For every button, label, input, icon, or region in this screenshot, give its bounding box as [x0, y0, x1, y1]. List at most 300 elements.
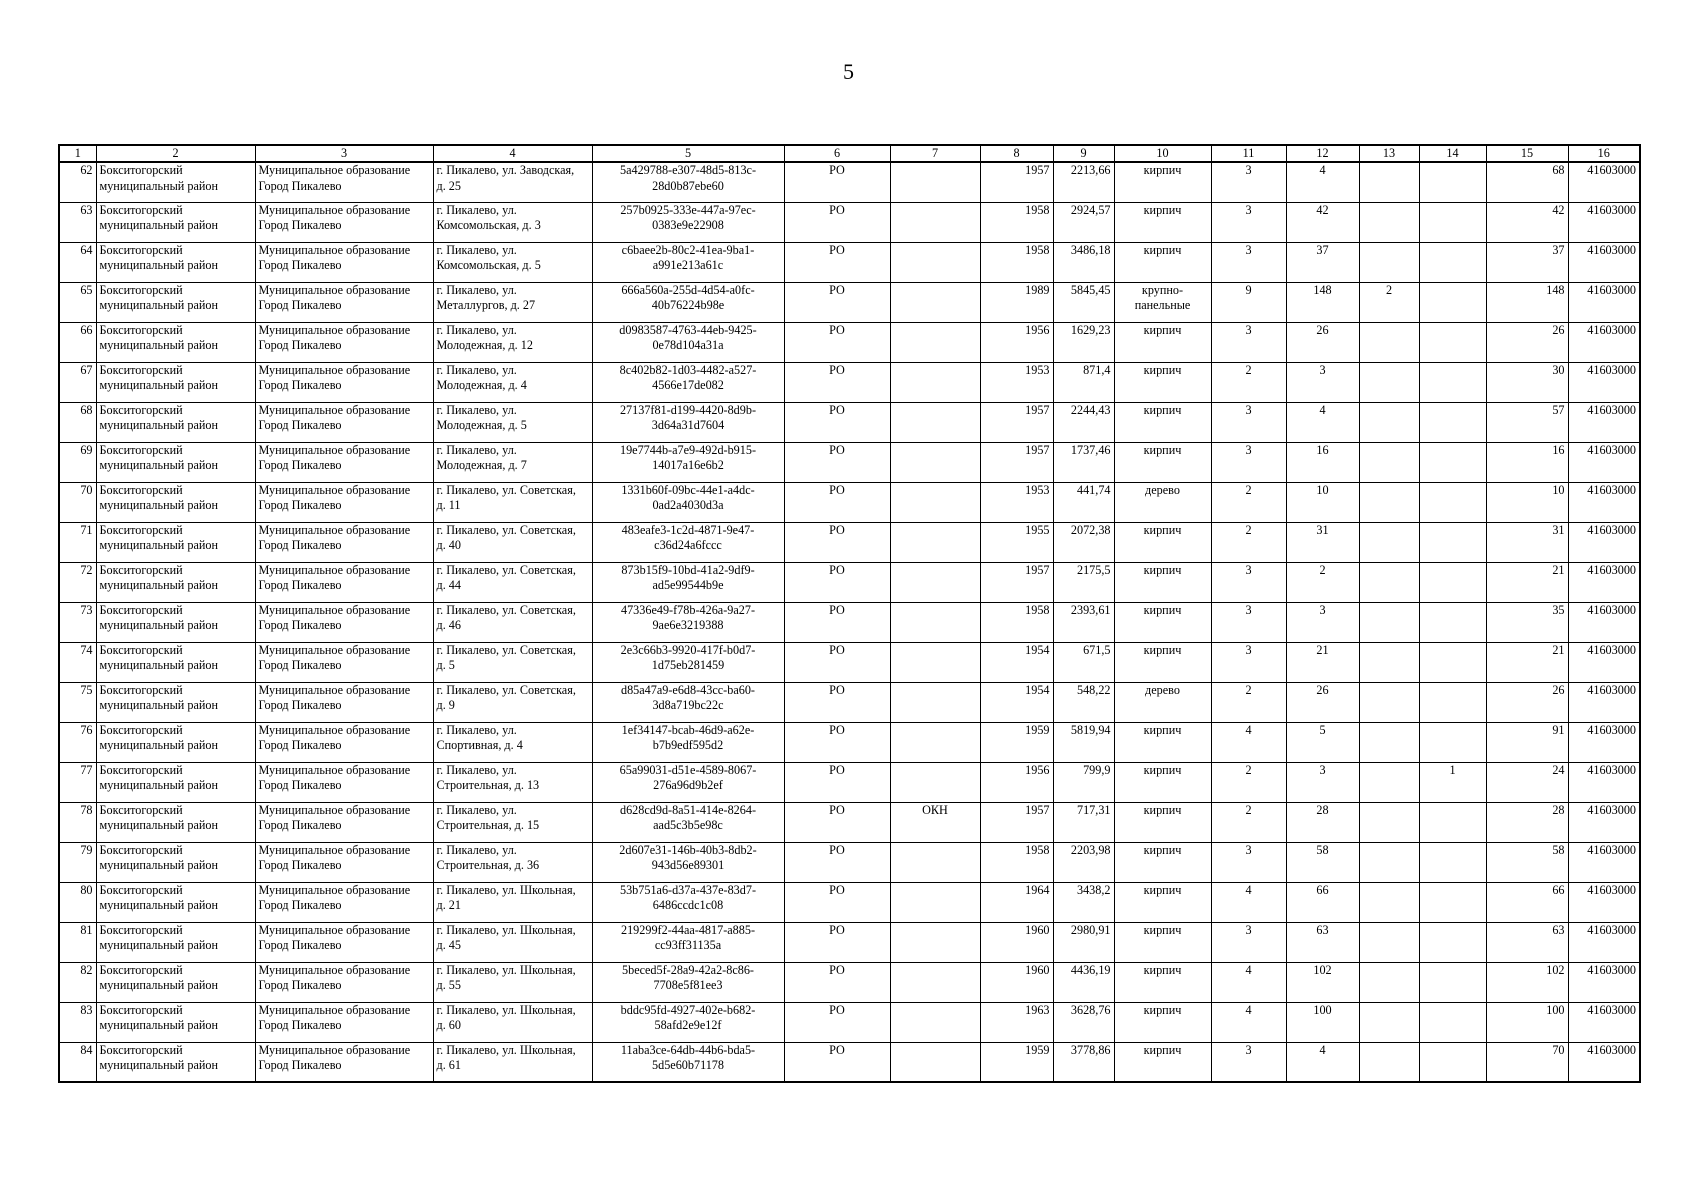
material-cell-line: кирпич — [1143, 722, 1182, 737]
address-cell-line: г. Пикалево, ул. — [436, 242, 517, 257]
table-row — [59, 482, 1640, 522]
col12-cell: 16 — [1286, 442, 1359, 482]
district-cell-line: Бокситогорский — [99, 922, 183, 937]
address-cell — [433, 682, 592, 722]
area-cell: 2980,91 — [1053, 922, 1114, 962]
row-number: 84 — [59, 1042, 96, 1082]
district-cell-line: муниципальный район — [99, 978, 218, 992]
col16-cell: 41603000 — [1568, 842, 1640, 882]
address-cell-line: д. 60 — [436, 1018, 461, 1032]
col15-cell: 21 — [1486, 642, 1568, 682]
district-cell-line: Бокситогорский — [99, 402, 183, 417]
col14-cell — [1419, 802, 1486, 842]
material-cell — [1114, 482, 1211, 522]
guid-cell — [592, 1002, 784, 1042]
material-cell — [1114, 682, 1211, 722]
district-cell-line: муниципальный район — [99, 698, 218, 712]
district-cell-line: муниципальный район — [99, 578, 218, 592]
column-number-13: 13 — [1359, 145, 1419, 162]
col15-cell: 100 — [1486, 1002, 1568, 1042]
guid-cell — [592, 282, 784, 322]
municipality-cell-line: Муниципальное образование — [258, 842, 411, 857]
col12-cell: 58 — [1286, 842, 1359, 882]
year-cell: 1958 — [980, 602, 1053, 642]
district-cell — [96, 602, 255, 642]
address-cell — [433, 482, 592, 522]
table-row — [59, 722, 1640, 762]
address-cell — [433, 362, 592, 402]
address-cell — [433, 522, 592, 562]
col6-cell: РО — [784, 522, 890, 562]
table-row — [59, 842, 1640, 882]
municipality-cell-line: Муниципальное образование — [258, 762, 411, 777]
area-cell: 2175,5 — [1053, 562, 1114, 602]
column-number-4: 4 — [433, 145, 592, 162]
guid-cell-line: cc93ff31135a — [654, 938, 722, 952]
guid-cell-line: b7b9edf595d2 — [652, 738, 724, 752]
municipality-cell-line: Муниципальное образование — [258, 802, 411, 817]
district-cell-line: Бокситогорский — [99, 962, 183, 977]
col12-cell: 3 — [1286, 362, 1359, 402]
municipality-cell — [255, 362, 433, 402]
address-cell-line: Спортивная, д. 4 — [436, 738, 523, 752]
address-cell-line: г. Пикалево, ул. Советская, — [436, 482, 576, 497]
address-cell-line: г. Пикалево, ул. Советская, — [436, 522, 576, 537]
address-cell-line: г. Пикалево, ул. — [436, 722, 517, 737]
guid-cell-line: 276a96d9b2ef — [653, 778, 723, 792]
col7-cell — [890, 322, 980, 362]
row-number: 65 — [59, 282, 96, 322]
year-cell: 1957 — [980, 562, 1053, 602]
col7-cell — [890, 562, 980, 602]
col6-cell: РО — [784, 682, 890, 722]
col12-cell: 148 — [1286, 282, 1359, 322]
material-cell — [1114, 522, 1211, 562]
district-cell-line: Бокситогорский — [99, 242, 183, 257]
address-cell-line: г. Пикалево, ул. Школьная, — [436, 882, 576, 897]
area-cell: 5819,94 — [1053, 722, 1114, 762]
guid-cell-line: 5a429788-e307-48d5-813c- — [619, 163, 757, 177]
col13-cell — [1359, 722, 1419, 762]
area-cell: 2203,98 — [1053, 842, 1114, 882]
address-cell-line: Молодежная, д. 5 — [436, 418, 527, 432]
district-cell-line: муниципальный район — [99, 938, 218, 952]
col15-cell: 58 — [1486, 842, 1568, 882]
col6-cell: РО — [784, 1002, 890, 1042]
col12-cell: 5 — [1286, 722, 1359, 762]
col16-cell: 41603000 — [1568, 482, 1640, 522]
district-cell — [96, 642, 255, 682]
col15-cell: 42 — [1486, 202, 1568, 242]
municipality-cell-line: Город Пикалево — [258, 258, 342, 272]
col12-cell: 2 — [1286, 562, 1359, 602]
row-number: 78 — [59, 802, 96, 842]
area-cell: 2244,43 — [1053, 402, 1114, 442]
col15-cell: 28 — [1486, 802, 1568, 842]
col13-cell — [1359, 442, 1419, 482]
municipality-cell-line: Муниципальное образование — [258, 962, 411, 977]
guid-cell — [592, 482, 784, 522]
table-row — [59, 362, 1640, 402]
material-cell-line: кирпич — [1143, 202, 1182, 217]
guid-cell-line: 5d5e60b71178 — [652, 1058, 724, 1072]
col7-cell — [890, 882, 980, 922]
col13-cell: 2 — [1359, 282, 1419, 322]
guid-cell-line: 65a99031-d51e-4589-8067- — [619, 762, 757, 777]
address-cell — [433, 882, 592, 922]
municipality-cell-line: Муниципальное образование — [258, 282, 411, 297]
district-cell-line: Бокситогорский — [99, 442, 183, 457]
col11-cell: 3 — [1211, 842, 1286, 882]
address-cell-line: Молодежная, д. 12 — [436, 338, 533, 352]
col13-cell — [1359, 802, 1419, 842]
col12-cell: 102 — [1286, 962, 1359, 1002]
area-cell: 717,31 — [1053, 802, 1114, 842]
row-number: 64 — [59, 242, 96, 282]
guid-cell — [592, 522, 784, 562]
municipality-cell-line: Город Пикалево — [258, 298, 342, 312]
col16-cell: 41603000 — [1568, 322, 1640, 362]
district-cell-line: Бокситогорский — [99, 762, 183, 777]
col13-cell — [1359, 362, 1419, 402]
municipality-cell-line: Город Пикалево — [258, 978, 342, 992]
district-cell-line: муниципальный район — [99, 298, 218, 312]
address-cell — [433, 602, 592, 642]
row-number: 77 — [59, 762, 96, 802]
municipality-cell-line: Муниципальное образование — [258, 642, 411, 657]
guid-cell — [592, 562, 784, 602]
address-cell-line: г. Пикалево, ул. Школьная, — [436, 962, 576, 977]
column-number-11: 11 — [1211, 145, 1286, 162]
district-cell — [96, 442, 255, 482]
row-number: 70 — [59, 482, 96, 522]
guid-cell-line: 483eafe3-1c2d-4871-9e47- — [621, 522, 755, 537]
district-cell — [96, 842, 255, 882]
guid-cell — [592, 1042, 784, 1082]
year-cell: 1958 — [980, 842, 1053, 882]
municipality-cell — [255, 682, 433, 722]
col12-cell: 4 — [1286, 402, 1359, 442]
col11-cell: 3 — [1211, 442, 1286, 482]
material-cell-line: кирпич — [1143, 242, 1182, 257]
col12-cell: 26 — [1286, 322, 1359, 362]
address-cell-line: г. Пикалево, ул. Советская, — [436, 562, 576, 577]
col13-cell — [1359, 1002, 1419, 1042]
year-cell: 1958 — [980, 242, 1053, 282]
municipality-cell — [255, 642, 433, 682]
table-row — [59, 162, 1640, 202]
table-row — [59, 602, 1640, 642]
row-number: 80 — [59, 882, 96, 922]
municipality-cell-line: Город Пикалево — [258, 698, 342, 712]
area-cell: 671,5 — [1053, 642, 1114, 682]
col16-cell: 41603000 — [1568, 162, 1640, 202]
col14-cell — [1419, 522, 1486, 562]
district-cell — [96, 682, 255, 722]
col14-cell — [1419, 162, 1486, 202]
col15-cell: 63 — [1486, 922, 1568, 962]
district-cell-line: муниципальный район — [99, 738, 218, 752]
municipality-cell-line: Муниципальное образование — [258, 562, 411, 577]
guid-cell — [592, 242, 784, 282]
address-cell — [433, 242, 592, 282]
col6-cell: РО — [784, 642, 890, 682]
col12-cell: 4 — [1286, 1042, 1359, 1082]
municipality-cell-line: Город Пикалево — [258, 738, 342, 752]
area-cell: 2924,57 — [1053, 202, 1114, 242]
address-cell — [433, 402, 592, 442]
municipality-cell-line: Муниципальное образование — [258, 1002, 411, 1017]
guid-cell-line: 28d0b87ebe60 — [652, 178, 724, 193]
municipality-cell-line: Муниципальное образование — [258, 722, 411, 737]
municipality-cell — [255, 562, 433, 602]
col13-cell — [1359, 522, 1419, 562]
col15-cell: 68 — [1486, 162, 1568, 202]
address-cell-line: Комсомольская, д. 5 — [436, 258, 541, 272]
municipality-cell — [255, 482, 433, 522]
column-number-5: 5 — [592, 145, 784, 162]
row-number: 76 — [59, 722, 96, 762]
address-cell — [433, 802, 592, 842]
district-cell-line: Бокситогорский — [99, 682, 183, 697]
col6-cell: РО — [784, 322, 890, 362]
table-row — [59, 282, 1640, 322]
district-cell-line: Бокситогорский — [99, 322, 183, 337]
municipality-cell-line: Муниципальное образование — [258, 402, 411, 417]
column-number-10: 10 — [1114, 145, 1211, 162]
col12-cell: 21 — [1286, 642, 1359, 682]
district-cell — [96, 762, 255, 802]
address-cell-line: д. 61 — [436, 1058, 461, 1072]
material-cell-line: кирпич — [1143, 402, 1182, 417]
municipality-cell — [255, 322, 433, 362]
municipality-cell-line: Город Пикалево — [258, 578, 342, 592]
guid-cell — [592, 402, 784, 442]
col7-cell — [890, 1002, 980, 1042]
guid-cell-line: 14017a16e6b2 — [652, 458, 724, 472]
address-cell-line: Строительная, д. 36 — [436, 858, 540, 872]
guid-cell-line: 2d607e31-146b-40b3-8db2- — [619, 842, 757, 857]
row-number: 75 — [59, 682, 96, 722]
municipality-cell — [255, 602, 433, 642]
district-cell-line: муниципальный район — [99, 658, 218, 672]
col14-cell — [1419, 202, 1486, 242]
address-cell-line: Строительная, д. 15 — [436, 818, 540, 832]
municipality-cell-line: Муниципальное образование — [258, 322, 411, 337]
column-number-7: 7 — [890, 145, 980, 162]
address-cell-line: г. Пикалево, ул. Школьная, — [436, 1042, 576, 1057]
guid-cell-line: ad5e99544b9e — [652, 578, 724, 592]
guid-cell-line: 943d56e89301 — [651, 858, 725, 872]
address-cell — [433, 1002, 592, 1042]
col7-cell — [890, 522, 980, 562]
col15-cell: 57 — [1486, 402, 1568, 442]
municipality-cell-line: Город Пикалево — [258, 498, 342, 512]
col16-cell: 41603000 — [1568, 242, 1640, 282]
municipality-cell — [255, 962, 433, 1002]
col12-cell: 3 — [1286, 762, 1359, 802]
guid-cell — [592, 442, 784, 482]
col6-cell: РО — [784, 402, 890, 442]
guid-cell-line: 27137f81-d199-4420-8d9b- — [619, 402, 757, 417]
col16-cell: 41603000 — [1568, 642, 1640, 682]
table-row — [59, 522, 1640, 562]
address-cell-line: д. 5 — [436, 658, 455, 672]
area-cell: 3438,2 — [1053, 882, 1114, 922]
address-cell-line: д. 40 — [436, 538, 461, 552]
col14-cell — [1419, 482, 1486, 522]
col7-cell — [890, 602, 980, 642]
address-cell-line: г. Пикалево, ул. Советская, — [436, 602, 576, 617]
guid-cell-line: 1ef34147-bcab-46d9-a62e- — [621, 722, 755, 737]
address-cell — [433, 842, 592, 882]
table-row — [59, 642, 1640, 682]
district-cell-line: Бокситогорский — [99, 882, 183, 897]
material-cell — [1114, 282, 1211, 322]
col13-cell — [1359, 842, 1419, 882]
address-cell-line: г. Пикалево, ул. Советская, — [436, 682, 576, 697]
address-cell-line: г. Пикалево, ул. Советская, — [436, 642, 576, 657]
table-row — [59, 802, 1640, 842]
material-cell — [1114, 922, 1211, 962]
guid-cell-line: 1d75eb281459 — [651, 658, 725, 672]
col6-cell: РО — [784, 282, 890, 322]
col11-cell: 3 — [1211, 1042, 1286, 1082]
col7-cell — [890, 762, 980, 802]
municipality-cell-line: Город Пикалево — [258, 1058, 342, 1072]
district-cell — [96, 882, 255, 922]
municipality-cell — [255, 802, 433, 842]
table-row — [59, 762, 1640, 802]
municipality-cell-line: Город Пикалево — [258, 658, 342, 672]
address-cell-line: г. Пикалево, ул. — [436, 282, 517, 297]
material-cell-line: кирпич — [1143, 522, 1182, 537]
table-row — [59, 1042, 1640, 1082]
guid-cell-line: 0383e9e22908 — [652, 218, 724, 232]
address-cell — [433, 442, 592, 482]
col16-cell: 41603000 — [1568, 922, 1640, 962]
guid-cell-line: d85a47a9-e6d8-43cc-ba60- — [620, 682, 755, 697]
municipality-cell — [255, 202, 433, 242]
guid-cell — [592, 322, 784, 362]
material-cell — [1114, 1042, 1211, 1082]
table-row — [59, 402, 1640, 442]
address-cell-line: г. Пикалево, ул. Школьная, — [436, 1002, 576, 1017]
guid-cell-line: 40b76224b98e — [651, 298, 725, 312]
material-cell-line: кирпич — [1143, 842, 1182, 857]
district-cell-line: муниципальный район — [99, 538, 218, 552]
material-cell-line: кирпич — [1143, 442, 1182, 457]
address-cell-line: г. Пикалево, ул. — [436, 402, 517, 417]
guid-cell — [592, 602, 784, 642]
material-cell — [1114, 442, 1211, 482]
col13-cell — [1359, 202, 1419, 242]
address-cell — [433, 282, 592, 322]
table-row — [59, 882, 1640, 922]
col14-cell — [1419, 362, 1486, 402]
col13-cell — [1359, 962, 1419, 1002]
col13-cell — [1359, 162, 1419, 202]
area-cell: 2393,61 — [1053, 602, 1114, 642]
material-cell — [1114, 642, 1211, 682]
district-cell-line: муниципальный район — [99, 1058, 218, 1072]
col16-cell: 41603000 — [1568, 402, 1640, 442]
year-cell: 1953 — [980, 362, 1053, 402]
col11-cell: 3 — [1211, 162, 1286, 202]
col11-cell: 2 — [1211, 482, 1286, 522]
col12-cell: 42 — [1286, 202, 1359, 242]
material-cell — [1114, 762, 1211, 802]
row-number: 79 — [59, 842, 96, 882]
guid-cell-line: 8c402b82-1d03-4482-a527- — [619, 362, 757, 377]
district-cell-line: муниципальный район — [99, 258, 218, 272]
material-cell-line: кирпич — [1143, 362, 1182, 377]
municipality-cell-line: Город Пикалево — [258, 378, 342, 392]
area-cell: 1629,23 — [1053, 322, 1114, 362]
table-row — [59, 962, 1640, 1002]
col15-cell: 21 — [1486, 562, 1568, 602]
col13-cell — [1359, 1042, 1419, 1082]
year-cell: 1959 — [980, 1042, 1053, 1082]
col7-cell — [890, 842, 980, 882]
area-cell: 548,22 — [1053, 682, 1114, 722]
col14-cell — [1419, 322, 1486, 362]
col15-cell: 31 — [1486, 522, 1568, 562]
col14-cell — [1419, 682, 1486, 722]
district-cell-line: муниципальный район — [99, 778, 218, 792]
col11-cell: 2 — [1211, 522, 1286, 562]
guid-cell-line: 47336e49-f78b-426a-9a27- — [620, 602, 756, 617]
municipality-cell-line: Город Пикалево — [258, 858, 342, 872]
col7-cell — [890, 242, 980, 282]
col15-cell: 66 — [1486, 882, 1568, 922]
col13-cell — [1359, 322, 1419, 362]
col7-cell — [890, 642, 980, 682]
district-cell-line: муниципальный район — [99, 618, 218, 632]
material-cell-line: кирпич — [1143, 322, 1182, 337]
col15-cell: 102 — [1486, 962, 1568, 1002]
col6-cell: РО — [784, 362, 890, 402]
col12-cell: 31 — [1286, 522, 1359, 562]
address-cell-line: г. Пикалево, ул. — [436, 362, 517, 377]
year-cell: 1957 — [980, 802, 1053, 842]
col6-cell: РО — [784, 562, 890, 602]
material-cell — [1114, 842, 1211, 882]
col6-cell: РО — [784, 882, 890, 922]
guid-cell-line: 1331b60f-09bc-44e1-a4dc- — [621, 482, 755, 497]
guid-cell-line: 53b751a6-d37a-437e-83d7- — [619, 882, 757, 897]
municipality-cell-line: Город Пикалево — [258, 458, 342, 472]
municipality-cell — [255, 882, 433, 922]
address-cell-line: д. 25 — [436, 178, 461, 193]
district-cell-line: Бокситогорский — [99, 482, 183, 497]
column-number-12: 12 — [1286, 145, 1359, 162]
row-number: 67 — [59, 362, 96, 402]
guid-cell-line: a991e213a61c — [652, 258, 724, 272]
municipality-cell-line: Город Пикалево — [258, 338, 342, 352]
material-cell-line: панельные — [1134, 298, 1191, 312]
table-row — [59, 562, 1640, 602]
guid-cell — [592, 842, 784, 882]
col16-cell: 41603000 — [1568, 882, 1640, 922]
col7-cell — [890, 962, 980, 1002]
material-cell-line: кирпич — [1143, 802, 1182, 817]
col16-cell: 41603000 — [1568, 522, 1640, 562]
address-cell — [433, 642, 592, 682]
guid-cell-line: 666a560a-255d-4d54-a0fc- — [621, 282, 755, 297]
municipality-cell-line: Муниципальное образование — [258, 522, 411, 537]
municipality-cell — [255, 1042, 433, 1082]
